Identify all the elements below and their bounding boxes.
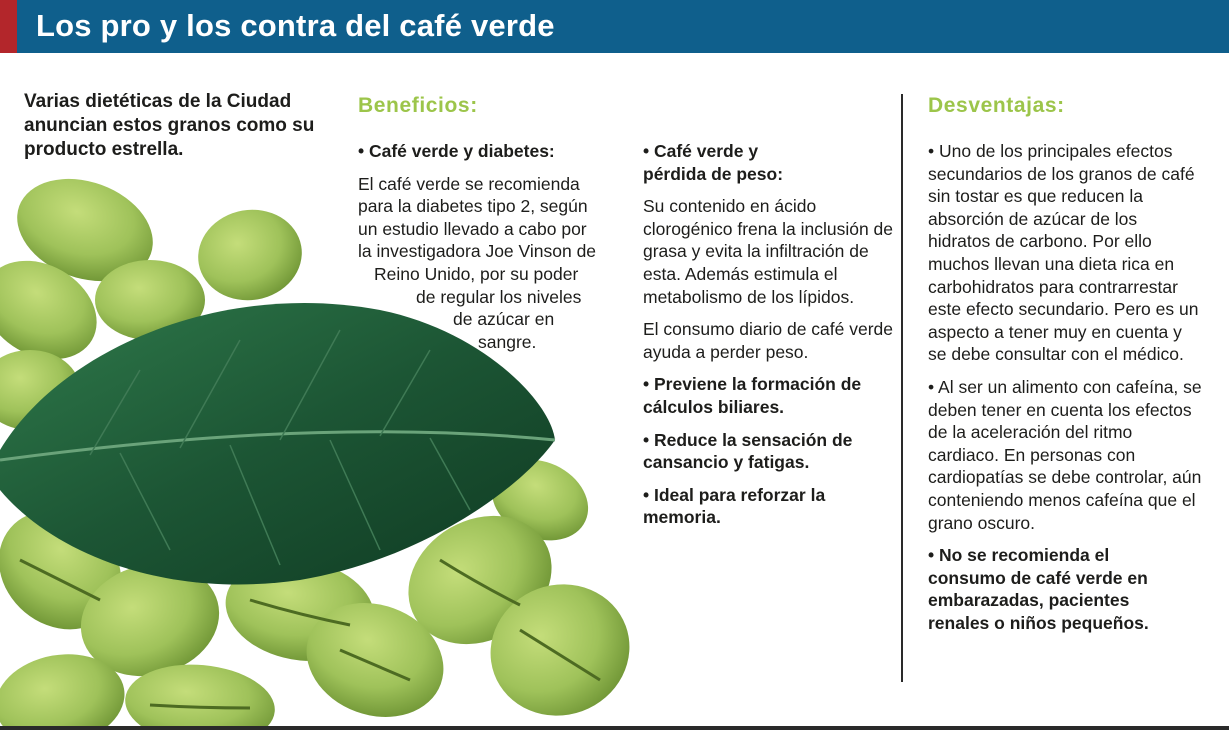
header-accent — [0, 0, 17, 53]
disadvantage-item: • Uno de los principales efectos secundarios de los granos de café sin tostar es que reducen la absorción de azúcar de los hidratos de carbono. Por ello muchos llevan una dieta rica en carbohidratos para contrarrestar este efecto secundario. Pero es un aspecto a tener muy en cuenta y se debe consultar con el médico. — [928, 141, 1199, 365]
weight-title: • Café verde y pérdida de peso: — [643, 141, 784, 184]
weight-body: Su contenido en ácido clorogénico frena la inclusión de grasa y evita la infiltración de esta. Además estimula el metabolismo de los lípidos. — [643, 196, 894, 307]
benefits-diabetes-column — [358, 140, 628, 353]
bottom-rule — [0, 726, 1229, 730]
header-bar — [0, 0, 1229, 53]
benefit-bullet: • Reduce la sensación de cansancio y fatigas. — [643, 429, 853, 473]
column-divider — [901, 94, 903, 682]
disadvantages-column — [928, 140, 1203, 644]
page-title: Los pro y los contra del café verde — [36, 8, 555, 43]
benefits-weight-column — [643, 140, 903, 539]
benefits-heading: Beneficios: — [358, 94, 478, 117]
disadvantage-item: • Al ser un alimento con cafeína, se deben tener en cuenta los efectos de la aceleración del ritmo cardiaco. En personas con cardiopatías se debe controlar, aún conteniendo menos cafeína que el grano oscuro. — [928, 376, 1202, 533]
diabetes-line: sangre. — [478, 331, 537, 352]
diabetes-body — [358, 173, 628, 354]
benefit-bullet: • Ideal para reforzar la memoria. — [643, 484, 826, 528]
disadvantages-heading: Desventajas: — [928, 94, 1065, 117]
intro-text: Varias dietéticas de la Ciudad anuncian estos granos como su producto estrella. — [24, 91, 315, 160]
diabetes-line: la investigadora Joe Vinson de — [358, 241, 597, 262]
diabetes-line: Reino Unido, por su poder — [374, 263, 579, 284]
diabetes-title: • Café verde y diabetes: — [358, 141, 555, 161]
diabetes-line: para la diabetes tipo 2, según — [358, 196, 588, 217]
diabetes-line: de azúcar en — [453, 309, 555, 330]
weight-body-2: El consumo diario de café verde ayuda a perder peso. — [643, 319, 893, 362]
benefit-bullet: • Previene la formación de cálculos biliares. — [643, 374, 862, 417]
diabetes-line: de regular los niveles — [416, 286, 582, 307]
diabetes-line: El café verde se recomienda — [358, 173, 580, 194]
diabetes-line: un estudio llevado a cabo por — [358, 218, 587, 239]
disadvantage-warning: • No se recomienda el consumo de café verde en embarazadas, pacientes renales o niños pequeños. — [928, 545, 1149, 633]
